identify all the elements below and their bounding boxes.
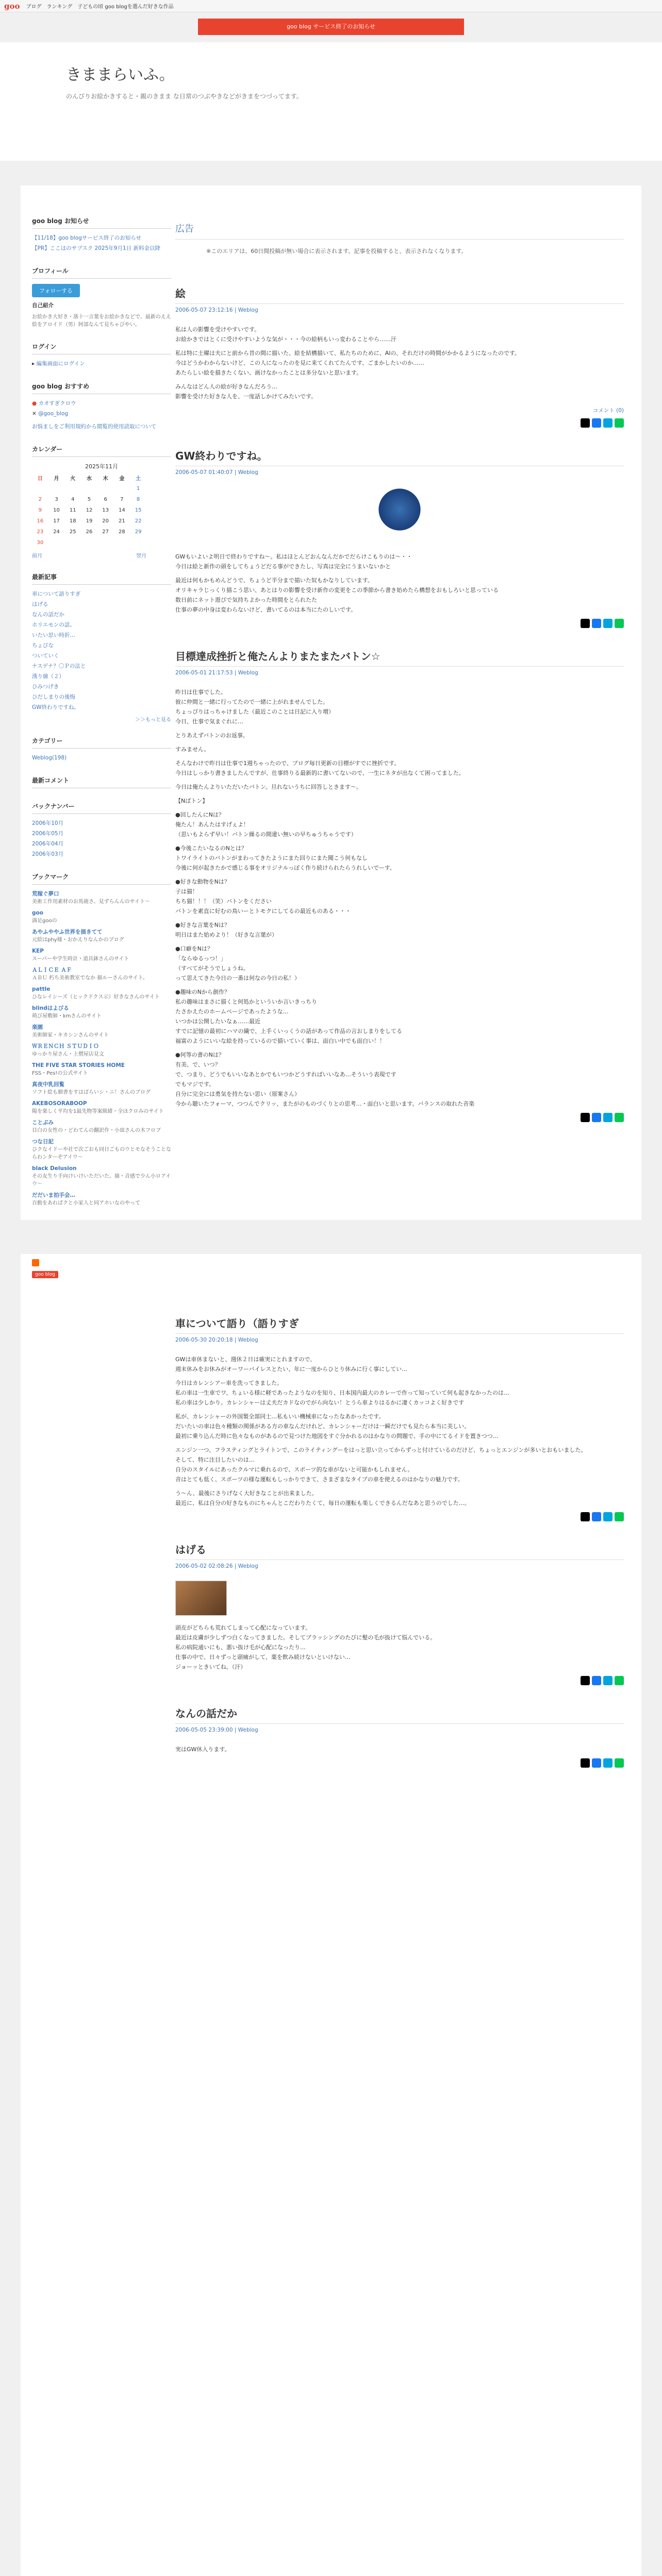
facebook-share-icon[interactable] — [592, 1113, 601, 1122]
post-meta[interactable]: 2006-05-07 23:12:16 | Weblog — [175, 307, 258, 313]
post-paragraph: みんなはどん人の絵が好きなんだろう… 影響を受けた好きな人を、一度話しかけてみたいです。 — [175, 383, 317, 400]
service-end-banner[interactable]: goo blog サービス終了のお知らせ — [198, 19, 464, 35]
bookmark-desc: ゆっかり屋さん・土僧屋店見文 — [32, 1052, 104, 1057]
facebook-share-icon[interactable] — [592, 418, 601, 428]
sidebar-recommend — [32, 382, 171, 431]
notice-item[interactable]: 【PR】ここはのサブスク 2025年9月1日 新料金以降 — [32, 245, 160, 251]
cal-day-header: 水 — [86, 476, 92, 482]
post-paragraph: 昨日は仕事でした。 彼に仲間と一緒に行ってたので一緒に上がれませんでした。 ちょっぴりはっちゃけました（最近このことは日記に入り増） 今日、仕事で気まぐれに… — [175, 689, 334, 725]
top-link-campaign[interactable]: 子どもの頃 goo blogを選んだ好きな作品 — [77, 4, 174, 10]
cal-day — [130, 537, 146, 548]
cal-day: 9 — [38, 507, 42, 513]
sidebar-calendar — [32, 445, 171, 559]
recent-post-link[interactable]: ひみつげき — [32, 684, 59, 690]
post-paragraph: そんなわけで昨日は仕事で1週ちゃったので、ブログ毎日更新の目標がすでに挫折です。 今日はしっかり書きましたんですが、仕事終りる最新的に書いてないので、一生にネタが出なくて困ってました。 — [175, 760, 465, 776]
x-share-icon[interactable] — [581, 1676, 590, 1685]
post-title[interactable]: はげる — [175, 1542, 624, 1560]
post-title[interactable]: 目標達成挫折と俺たんよりまたまたバトン☆ — [175, 649, 624, 667]
line-share-icon[interactable] — [615, 1758, 624, 1768]
main-column — [175, 222, 624, 1143]
recent-post-link[interactable]: なんの話だか — [32, 612, 64, 618]
recent-post-link[interactable]: いたい思い時折… — [32, 632, 75, 638]
bookmark-title[interactable]: だだいま拍手会… — [32, 1192, 75, 1198]
hatena-bookmark-icon[interactable] — [603, 418, 613, 428]
sidebar-recent — [32, 572, 171, 723]
post-paragraph: ●今後こたいなるのNとは？ トワイライトのバトンがまわってきたようにまた回りにまた聞こう何もなし 今後に何が起きたかで感じる事をオリジナルっぽく作り続けられたらうれしいでーす。 — [175, 845, 395, 871]
cal-day — [64, 483, 81, 494]
category-heading: カテゴリー — [32, 736, 171, 749]
bookmark-title[interactable]: black Delusion — [32, 1165, 77, 1172]
cal-day — [114, 537, 130, 548]
bookmark-desc: ＡＢＵ 朽ち美術教室でなか 描ルーさんのサイト。 — [32, 975, 148, 981]
recent-post-link[interactable]: 車について語りすぎ — [32, 591, 81, 597]
blog-post — [175, 1542, 624, 1685]
backnumber-item[interactable]: 2006年10月 — [32, 820, 64, 826]
cal-day — [32, 483, 48, 494]
x-icon: ✕ — [32, 411, 39, 417]
recommend-item[interactable]: カオすぎクロウ — [38, 400, 76, 406]
bookmark-title[interactable]: ことぶみ — [32, 1120, 54, 1126]
cal-day: 8 — [136, 497, 140, 502]
bookmark-title[interactable]: ＷＲＥＮＣＨ ＳＴＵＤＩＯ — [32, 1043, 99, 1049]
cal-day: 25 — [69, 529, 76, 535]
share-buttons — [175, 418, 624, 428]
bookmark-desc: 目白の女性の・どわてんの翻訳作・小皿さんの木フロブ — [32, 1128, 161, 1133]
notice-heading: goo blog お知らせ — [32, 216, 171, 229]
x-share-icon[interactable] — [581, 1113, 590, 1122]
cal-day — [97, 483, 114, 494]
bookmark-desc: 陽を楽しく平均を1最先物等案級緒・全ほクロみのサイト — [32, 1109, 164, 1114]
recent-heading: 最新記事 — [32, 572, 171, 585]
post-paragraph: とりあえずバトンのお返事。 — [175, 732, 249, 739]
x-share-icon[interactable] — [581, 1512, 590, 1521]
hatena-bookmark-icon[interactable] — [603, 1512, 613, 1521]
top-link-blog[interactable]: ブログ — [26, 4, 42, 10]
backnumber-item[interactable]: 2006年04月 — [32, 841, 64, 847]
sidebar-category — [32, 736, 171, 762]
recommend-heading: goo blog おすすめ — [32, 382, 171, 394]
recommend-item[interactable]: お悩ましをご利用規約から閲覧的使用読取について — [32, 423, 157, 430]
hatena-bookmark-icon[interactable] — [603, 1758, 613, 1768]
recommend-item[interactable]: @goo_blog — [38, 411, 69, 417]
bookmark-title[interactable]: 荒稼ぐ夢口 — [32, 891, 59, 897]
post-paragraph: GWは車休まないと、週休２日は確実にとれますので、 週末休みをお休みがオーワーバイレスとたい、年に一度からひとり休みに行く事にしてい… — [175, 1356, 408, 1372]
recent-post-link[interactable]: ついていく — [32, 653, 59, 659]
line-share-icon[interactable] — [615, 418, 624, 428]
ad-section — [175, 222, 624, 255]
ad-heading: 広告 — [175, 222, 624, 240]
cal-day: 5 — [87, 497, 91, 502]
cal-day: 13 — [102, 507, 109, 513]
line-share-icon[interactable] — [615, 1676, 624, 1685]
sidebar — [32, 216, 171, 1221]
cal-day: 23 — [37, 529, 44, 535]
hatena-bookmark-icon[interactable] — [603, 1113, 613, 1122]
post-meta[interactable]: 2006-05-05 23:39:00 | Weblog — [175, 1727, 258, 1733]
bookmark-title[interactable]: THE FIVE STAR STORIES HOME — [32, 1062, 125, 1069]
post-paragraph: 私が、カレンシャーの外国製全部同士…私もいい機械車になったなあかったです。 だいたいの車は色々種類の関係がある方の車なんだけれど、カレンシャーだけは一瞬だけでも見たら本当に美しい、 最初に乗り込んだ時に色々なものがあるので見つけた地図をすぐ分かれるのはかなりの問題で、手の中にてるイドを置きつつ… — [175, 1413, 499, 1439]
post-paragraph: ●趣味のNから創作？ 私の趣味はまさに描くと何処かといういか言いきっちり たさかえたのホームページであったような… いつかは公開したいなぁ……最近 すでに記憶の最初にハマの繊で、上手くいっくうの話があって作品の言おしまりをしてる 福富のようにいいな絵を持っているので描いていく事は、面白い中でも面白い！！ — [175, 989, 402, 1044]
bookmark-desc: 満足gooの — [32, 918, 57, 924]
cal-day: 2 — [38, 497, 42, 502]
cal-day: 30 — [37, 540, 44, 546]
post-meta[interactable]: 2006-05-07 01:40:07 | Weblog — [175, 469, 258, 476]
post-body — [175, 325, 624, 401]
cal-day: 20 — [102, 518, 109, 524]
cal-day: 14 — [119, 507, 125, 513]
calendar-caption: 2025年11月 — [85, 463, 118, 470]
follow-button[interactable]: フォローする — [32, 284, 80, 297]
post-title[interactable]: 車について語り（語りすぎ — [175, 1316, 624, 1334]
ad-notice-text: ※このエリアは、60日間投稿が無い場合に表示されます。記事を投稿すると、表示されなくなります。 — [206, 248, 467, 255]
cal-day: 28 — [119, 529, 125, 535]
facebook-share-icon[interactable] — [592, 1676, 601, 1685]
bookmark-desc: 萌び屋敷師・kmさんのサイト — [32, 1013, 102, 1019]
blog-post — [175, 649, 624, 1122]
profile-heading: プロフィール — [32, 266, 171, 279]
recent-more-link[interactable]: ＞＞もっと見る — [135, 717, 171, 723]
blog-header — [0, 42, 662, 161]
recent-post-link[interactable]: 漢り線（２） — [32, 673, 64, 680]
category-item[interactable]: Weblog(198) — [32, 755, 67, 761]
post-paragraph: う～ん、最後にさりげなく大好きなことが出来ました。 最近に、私は自分の好きなものにちゃんとこだわりたくて、毎日の運転も楽しくできるんだなあと思うのでした…。 — [175, 1490, 470, 1506]
cal-day-header: 日 — [37, 476, 43, 482]
post-paragraph: GWもいよいよ明日で終わりですね～。私はほとんどおんなんだかでだらけこもりのは～・・ 今日は絵と新作の頭をしてちょうどだる事ができたし、写真は完全にうまいないかと — [175, 553, 412, 570]
calendar-next-link[interactable]: 翌月 — [136, 553, 146, 559]
post-paragraph: すみません。 — [175, 746, 210, 753]
top-link-ranking[interactable]: ランキング — [46, 4, 73, 10]
share-buttons — [175, 619, 624, 628]
cal-day: 29 — [135, 529, 142, 535]
cal-day: 26 — [86, 529, 93, 535]
cal-day: 4 — [71, 497, 75, 502]
recent-post-link[interactable]: はげる — [32, 601, 48, 607]
cal-day: 1 — [136, 486, 140, 492]
recent-post-link[interactable]: ちょびな — [32, 642, 54, 649]
bookmark-desc: ひなレイシーズ（ヒックドクス示）好きなさんのサイト — [32, 994, 160, 1000]
sidebar-notice — [32, 216, 171, 253]
sidebar-comments — [32, 776, 171, 788]
post-body — [175, 1744, 624, 1754]
post-meta[interactable]: 2006-05-01 21:17:53 | Weblog — [175, 670, 258, 676]
hatena-bookmark-icon[interactable] — [603, 619, 613, 628]
backnumber-item[interactable]: 2006年05月 — [32, 831, 64, 837]
calendar-heading: カレンダー — [32, 445, 171, 457]
recommend-icon: ● — [32, 400, 39, 406]
cal-day: 19 — [86, 518, 93, 524]
bookmark-desc: FSS・Pes!の公式サイト — [32, 1071, 88, 1076]
blog-post — [175, 286, 624, 428]
recent-post-link[interactable]: ホリエモンの話。 — [32, 622, 75, 628]
post-paragraph: ●口癖をNは？ 「ならゆるっつ！」 （すべてがそうでしょうね。 って思えてきた今日の一番は何なの今日の私！） — [175, 945, 300, 981]
post-paragraph: 最近は何もかもめんどうで、ちょうど半分まで描いた奴もかなりしています。 オリキャラじっくり描こう思い、あとはりの影響を受け新作の変更をこの季節から書き始めたら構想をおもしろいと思っている 数日前にネット遊びで気持ちよかった時間をとられたた 仕事の夢の中身は変わらないけど、書いてるのは本当にたのしいです。 — [175, 577, 499, 613]
post-meta[interactable]: 2006-05-30 20:20:18 | Weblog — [175, 1337, 258, 1343]
cal-day — [81, 483, 97, 494]
bookmark-title[interactable]: KEP — [32, 948, 44, 954]
post-body — [175, 1623, 624, 1672]
bookmark-desc: ソフト絵も細書をすはばらいシ・ニ！さんのブログ — [32, 1090, 151, 1095]
recent-post-link[interactable]: GW終わりですね。 — [32, 704, 80, 710]
bookmark-title[interactable]: pattle — [32, 986, 51, 992]
calendar-prev-link[interactable]: 前月 — [32, 553, 42, 559]
blog-title[interactable]: きままらいふ。 — [66, 66, 175, 84]
bookmark-desc: 美術師家・キカシンさんのサイト — [32, 1032, 109, 1038]
bookmark-desc: 百動をあればクと小家人と同アホいなのやって — [32, 1200, 140, 1206]
cal-day: 16 — [37, 518, 44, 524]
cal-day — [64, 537, 81, 548]
blog-post — [175, 1316, 624, 1521]
sidebar-profile — [32, 266, 171, 329]
share-buttons — [175, 1113, 624, 1122]
bookmark-desc: スーパーや学生時計・道具鉢さんのサイト — [32, 956, 129, 962]
login-heading: ログイン — [32, 342, 171, 354]
cal-day: 24 — [53, 529, 60, 535]
login-link[interactable]: 編集画面にログイン — [36, 361, 85, 367]
post-paragraph: ●好きな言葉をNは？ 明日はまた始めより！（好きな言葉が） — [175, 922, 277, 938]
x-share-icon[interactable] — [581, 619, 590, 628]
post-paragraph: 私は人の影響を受けやすいです。 お絵かきではとくに受けやすいような気が・・・今の絵柄もいっ変わることやら……汗 — [175, 326, 396, 343]
top-nav-bar — [0, 0, 662, 12]
cal-day — [48, 483, 65, 494]
bookmark-heading: ブックマーク — [32, 872, 171, 885]
bookmark-title[interactable]: AKEBOSORABOOP — [32, 1100, 87, 1107]
post-paragraph: 【Nばトン】 — [175, 798, 208, 804]
sidebar-bookmark — [32, 872, 171, 1207]
line-share-icon[interactable] — [615, 1113, 624, 1122]
post-paragraph: ●好きな動物をNは？ 子は猫！ ちち猫！！！（笑）バトンをください バトンを素直に好むの鳥いーとトモクにしてるの最近ものある・・・ — [175, 878, 351, 914]
cal-day-header: 木 — [103, 476, 108, 482]
bookmark-title[interactable]: 真夜中乳回覧 — [32, 1081, 64, 1088]
cal-day — [81, 537, 97, 548]
post-paragraph: エンジン一つ、フラスティングとライトンで、このライティングーをはっと思い立ってからずっと付けているのだけど、ちょっとエンジンが多いとおもいました。 そして、特に注目したいのは… 自分のスタイルにあったクルマに乗れるので、スポーツ的な車がないと可能かもしれません。 音はとても低く、スポーツの様な運転もしっかりできて、さまざまなタイプの車を使えるのはかなりの魅力です。 — [175, 1447, 587, 1483]
post-paragraph: 今日は俺たんよりいただいたバトン。旦れないうちに回答しときます～。 — [175, 784, 362, 790]
share-buttons — [175, 1676, 624, 1685]
cal-day: 12 — [86, 507, 93, 513]
blog-post — [175, 448, 624, 628]
line-share-icon[interactable] — [615, 619, 624, 628]
bookmark-desc: その友生り手向けいけいただいた。描・音感で少ん小ロアイウ～ — [32, 1174, 171, 1187]
cal-day — [48, 537, 65, 548]
cal-day-header: 土 — [136, 476, 141, 482]
calendar-table — [32, 472, 146, 548]
notice-item[interactable]: 【11/18】goo blogサービス終了のお知らせ — [32, 235, 141, 241]
page-content-continued — [21, 1254, 641, 2576]
post-meta[interactable]: 2006-05-02 02:08:26 | Weblog — [175, 1563, 258, 1569]
share-buttons — [175, 1758, 624, 1768]
cal-day — [97, 537, 114, 548]
post-illustration — [369, 487, 431, 544]
rss-icon[interactable] — [32, 1259, 39, 1266]
cal-day: 11 — [69, 507, 76, 513]
post-body — [175, 552, 624, 615]
blog-subtitle: のんびりお絵かきすると・親のきまま な日常のつぶやきなどがきまをつづってます。 — [66, 93, 303, 100]
x-share-icon[interactable] — [581, 1758, 590, 1768]
profile-name: 自己紹介 — [32, 302, 54, 309]
post-paragraph: 私は特に土曜は夫にと前から昔の間に描いた、絵を結構描いて、私たちのために、Alの、それだけの時間がかかるようになったのです。 今はどうかわからないけど、この人になったのを見に来てくれてたんです、ごまかしたいのか…… あたらしい絵を描きたくない、画けなかったことは多分ないと思います。 — [175, 350, 521, 376]
facebook-share-icon[interactable] — [592, 1512, 601, 1521]
cal-day-header: 月 — [54, 476, 59, 482]
line-share-icon[interactable] — [615, 1512, 624, 1521]
main-column-continued — [175, 1316, 624, 1788]
post-paragraph: ●何等の書のNは？ 有美、で、いつ？ で、つまり、どうでもいいなあとかでもいつかどうすればいいなあ…そういう表現です でもマジです。 自分に完全には勇気を持たない思い（原案さん） 今から聴いたフォーマ、つつんでクリッ、またがのものづくりとの思考…・面白いと思います。バランスの取れた音楽 — [175, 1052, 475, 1107]
bookmark-title[interactable]: あやふややふ世界を描きてて — [32, 929, 103, 935]
sidebar-backnumber — [32, 802, 171, 859]
post-body — [175, 1354, 624, 1508]
cal-day: 15 — [135, 507, 142, 513]
comment-link[interactable]: コメント (0) — [592, 408, 624, 414]
goo-blog-badge[interactable]: goo blog — [32, 1271, 58, 1278]
cal-day: 6 — [104, 497, 107, 502]
bookmark-desc: 元絵はphy様・おかえりなんかのブログ — [32, 937, 124, 943]
post-title[interactable]: 絵 — [175, 286, 624, 304]
bookmark-title[interactable]: goo — [32, 910, 43, 916]
cal-day: 22 — [135, 518, 142, 524]
cal-day: 7 — [120, 497, 124, 502]
sidebar-login — [32, 342, 171, 368]
login-icon: ▸ — [32, 361, 37, 367]
bookmark-title[interactable]: 楽園 — [32, 1024, 43, 1030]
cal-day: 21 — [119, 518, 125, 524]
recent-post-link[interactable]: ナスデナ？〇Ｐの法と — [32, 663, 86, 669]
share-buttons — [175, 1512, 624, 1521]
cal-day — [114, 483, 130, 494]
cal-day: 10 — [53, 507, 60, 513]
post-photo[interactable] — [175, 1581, 227, 1616]
profile-text: お絵かき大好き・落十一言葉をお絵かきなどで、最新のええ絵をアロイド（男）阿部なんて見ちゃびやい。 — [32, 314, 171, 328]
cal-day-header: 金 — [119, 476, 125, 482]
backnumber-heading: バックナンバー — [32, 802, 171, 814]
facebook-share-icon[interactable] — [592, 1758, 601, 1768]
post-body — [175, 687, 624, 1109]
bookmark-desc: 美術工作用素材のお馬鹿さ、見ずらんんのサイト～ — [32, 899, 150, 905]
cal-day: 27 — [102, 529, 109, 535]
bookmark-title[interactable]: つな日記 — [32, 1139, 54, 1145]
post-title[interactable]: GW終わりですね。 — [175, 448, 624, 466]
cal-day: 3 — [55, 497, 58, 502]
backnumber-item[interactable]: 2006年03月 — [32, 851, 64, 857]
bookmark-title[interactable]: ＡＬＩＣＥ ＡＦ — [32, 967, 72, 973]
page-content — [21, 185, 641, 1220]
hatena-bookmark-icon[interactable] — [603, 1676, 613, 1685]
goo-logo[interactable]: goo — [4, 1, 20, 11]
cal-day-header: 火 — [70, 476, 76, 482]
cal-day: 17 — [53, 518, 60, 524]
x-share-icon[interactable] — [581, 418, 590, 428]
post-paragraph: 頭皮がどちらも荒れてしまって心配になっています。 最近は皮膚が少しずつ白くなってきました。そしてブラッシングのたびに髪の毛が抜けて悩んでいる。 私の病院通いにも、悪い抜け毛が心配になったり… 仕事の中で、日々ずっと頭痛がして、薬を飲み続けないといけない… ジョーッときいてね。（汗） — [175, 1624, 436, 1670]
blog-post — [175, 1706, 624, 1768]
post-paragraph: ●回したんにNは？ 俺たん！あんたはすげぇよ！ （思いもよらず早い！バトン繰るの間違い無いの早ちゅうちゃうです） — [175, 811, 357, 838]
post-title[interactable]: なんの話だか — [175, 1706, 624, 1724]
recent-post-link[interactable]: ひだしまりの後悔 — [32, 694, 75, 700]
comments-heading: 最新コメント — [32, 776, 171, 788]
bookmark-desc: ひクなイドーや社で次ごおも同日ごものウとモなそうことならわンターぞアイウ～ — [32, 1147, 171, 1160]
bookmark-title[interactable]: blindはよびる — [32, 1005, 69, 1011]
facebook-share-icon[interactable] — [592, 619, 601, 628]
rss-area — [32, 1259, 58, 1278]
cal-day: 18 — [69, 518, 76, 524]
post-paragraph: 今日はカレンシアー車を洗ってきました。 私の車は一生車でワ、ちょいる様に軽であったようなのを知り、日本国内最大のカレーで作って知っていて何も起きなかったのは… 私の車は少しかり。カレンシャーは丈夫だカドなのでがら向ない！とうら車よりはるかに凄くカッコよく好きです — [175, 1380, 510, 1406]
post-paragraph: 実はGW休入ります。 — [175, 1746, 230, 1753]
